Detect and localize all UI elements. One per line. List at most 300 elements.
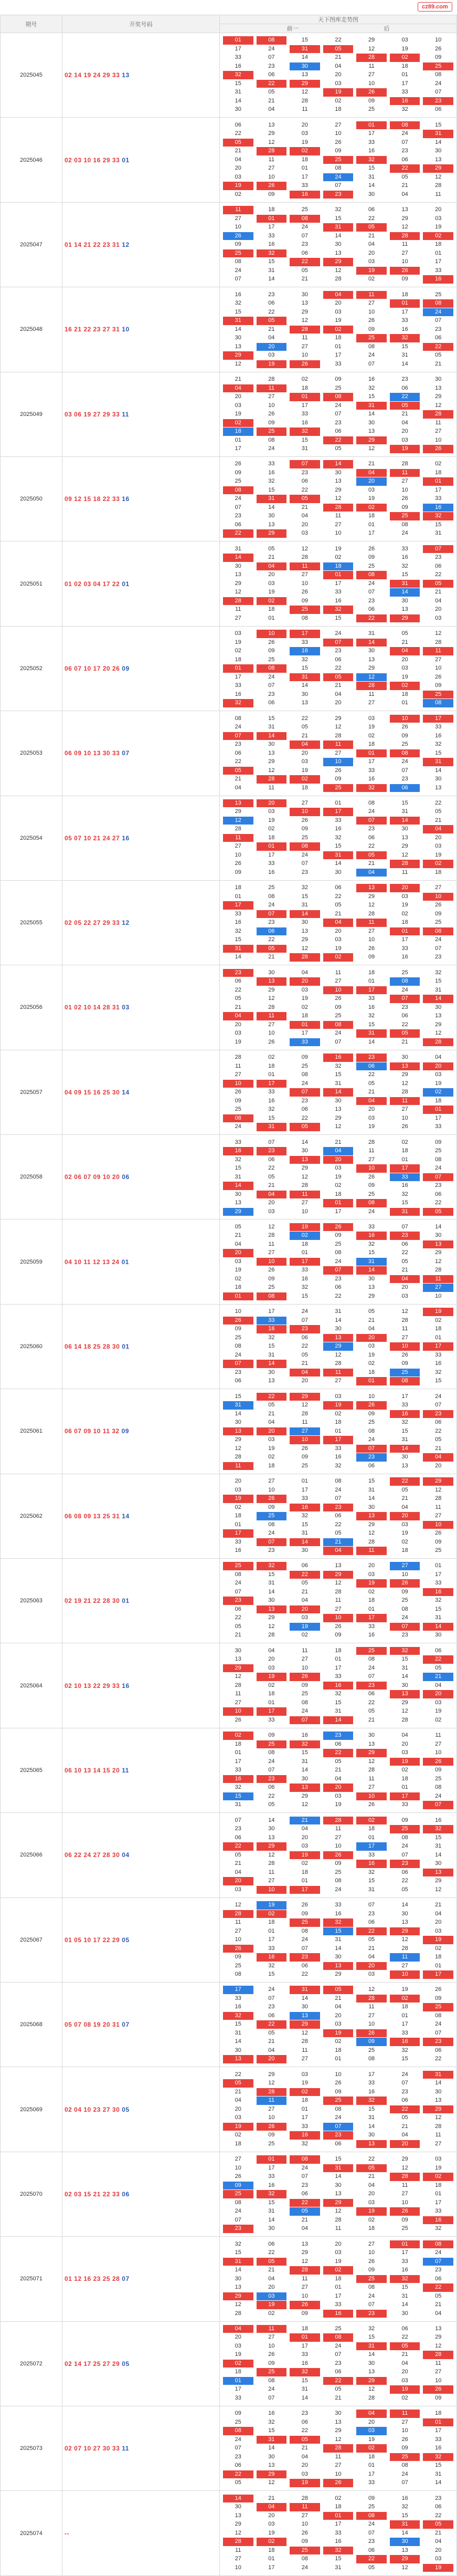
grid-cell: 05 [435, 1664, 442, 1671]
grid-cell: 32 [390, 334, 420, 342]
grid-cell: 15 [401, 2056, 408, 2062]
grid-cell: 14 [290, 910, 320, 919]
grid-cell: 26 [323, 2479, 354, 2487]
grid-cell: 33 [301, 2123, 309, 2130]
grid-cell: 28 [335, 2216, 342, 2223]
grid-cell: 25 [268, 2140, 275, 2147]
grid-cell: 15 [368, 2334, 375, 2341]
grid-cell: 15 [235, 2249, 241, 2256]
grid-cell: 30 [368, 2132, 375, 2139]
grid-cell: 16 [268, 1097, 275, 1104]
grid-cell: 22 [390, 1477, 420, 1486]
front-numbers: 06 22 24 27 28 30 [65, 1851, 120, 1859]
grid-cell: 23 [356, 1682, 387, 1690]
grid-cell: 14 [423, 995, 453, 1003]
grid-cell: 25 [435, 919, 442, 926]
grid-cell: 13 [223, 1427, 253, 1436]
grid-cell: 30 [390, 2538, 420, 2546]
grid-cell: 20 [301, 521, 309, 528]
back-number: 07 [122, 2275, 130, 2283]
grid-cell: 29 [401, 2156, 408, 2163]
grid-cell: 02 [390, 682, 420, 690]
grid-cell: 28 [257, 775, 287, 784]
grid-cell: 01 [401, 2012, 408, 2019]
grid-cell: 11 [323, 741, 354, 749]
grid-cell: 15 [401, 343, 408, 350]
grid-cell: 16 [301, 2360, 309, 2366]
grid-cell: 07 [435, 2029, 442, 2036]
grid-cell: 17 [335, 1664, 342, 1671]
grid-cell: 06 [235, 1378, 241, 1384]
grid-cell: 31 [235, 1173, 241, 1180]
grid-cell: 16 [235, 691, 241, 697]
grid-cell: 33 [390, 1173, 420, 1182]
grid-cell: 05 [335, 902, 342, 909]
grid-cell: 25 [323, 156, 354, 164]
grid-cell: 27 [335, 2462, 342, 2469]
grid-cell: 10 [435, 2377, 442, 2384]
grid-cell: 09 [368, 2267, 375, 2273]
grid-cell: 03 [301, 758, 309, 765]
grid-cell: 06 [235, 978, 241, 985]
grid-cell: 15 [268, 1571, 275, 1578]
grid-cell: 11 [335, 1826, 342, 1832]
grid-cell: 18 [335, 2047, 342, 2053]
grid-cell: 20 [368, 2191, 375, 2197]
front-numbers: 06 14 18 25 28 30 [65, 1343, 120, 1351]
grid-cell: 13 [235, 343, 241, 350]
grid-cell: 08 [268, 2377, 275, 2384]
grid-cell: 26 [257, 1495, 287, 1503]
grid-cell: 05 [390, 2342, 420, 2351]
trend-block [220, 2237, 457, 2321]
grid-cell: 32 [356, 784, 387, 792]
grid-cell: 09 [368, 97, 375, 104]
grid-cell: 04 [435, 1910, 442, 1917]
grid-cell: 04 [257, 2503, 287, 2511]
number-grid [223, 2410, 453, 2487]
grid-cell: 09 [368, 954, 375, 961]
grid-cell: 19 [401, 45, 408, 52]
grid-cell: 04 [301, 2225, 309, 2232]
grid-cell: 20 [301, 1834, 309, 1841]
grid-cell: 07 [301, 2173, 309, 2180]
grid-cell: 32 [401, 106, 408, 113]
grid-cell: 23 [223, 969, 253, 977]
grid-cell: 27 [435, 2140, 442, 2147]
grid-cell: 32 [301, 1284, 309, 1291]
grid-cell: 22 [401, 1021, 408, 1028]
grid-cell: 09 [435, 54, 442, 61]
grid-cell: 07 [423, 1173, 453, 1182]
grid-cell: 18 [435, 1097, 442, 1104]
grid-cell: 28 [356, 54, 387, 62]
grid-cell: 17 [257, 1080, 287, 1088]
grid-cell: 18 [335, 1419, 342, 1426]
front-numbers: 02 14 17 25 27 29 [65, 2360, 120, 2368]
grid-cell: 08 [301, 1071, 309, 1078]
grid-cell: 06 [335, 2140, 342, 2147]
grid-cell: 16 [368, 2088, 375, 2095]
grid-cell: 14 [335, 860, 342, 867]
grid-cell: 30 [335, 1326, 342, 1332]
grid-cell: 24 [423, 308, 453, 317]
grid-cell: 26 [401, 724, 408, 731]
grid-cell: 15 [368, 165, 375, 172]
grid-cell: 18 [335, 106, 342, 113]
grid-cell: 03 [301, 2470, 309, 2477]
grid-cell: 23 [301, 469, 309, 476]
grid-cell: 21 [368, 1317, 375, 1323]
grid-cell: 25 [368, 1419, 375, 1426]
grid-cell: 12 [401, 1080, 408, 1087]
grid-cell: 06 [368, 1919, 375, 1926]
front-numbers: 09 12 15 18 22 33 [65, 495, 120, 503]
grid-cell: 09 [401, 276, 408, 283]
issue-number: 2025061 [1, 1389, 62, 1474]
number-grid [223, 1308, 453, 1385]
grid-cell: 09 [235, 2410, 241, 2417]
front-numbers: 06 08 09 13 25 31 [65, 1512, 120, 1520]
grid-cell: 02 [301, 1860, 309, 1867]
grid-cell: 13 [268, 1834, 275, 1841]
grid-cell: 28 [268, 376, 275, 382]
grid-cell: 20 [401, 656, 408, 663]
grid-cell: 18 [301, 2097, 309, 2104]
grid-cell: 33 [301, 1267, 309, 1274]
grid-cell: 17 [435, 1571, 442, 1578]
grid-cell: 17 [368, 2470, 375, 2477]
grid-cell: 15 [268, 2199, 275, 2206]
grid-cell: 19 [368, 1351, 375, 1358]
grid-cell: 01 [257, 215, 287, 223]
grid-cell: 16 [290, 2131, 320, 2140]
grid-cell: 06 [301, 478, 309, 485]
grid-cell: 22 [268, 308, 275, 315]
grid-cell: 26 [268, 2351, 275, 2358]
grid-cell: 02 [423, 1088, 453, 1097]
grid-cell: 09 [401, 504, 408, 510]
grid-cell: 08 [368, 343, 375, 350]
grid-cell: 29 [301, 936, 309, 943]
grid-cell: 26 [290, 1673, 320, 1681]
grid-cell: 18 [401, 1775, 408, 1782]
grid-cell: 31 [335, 2564, 342, 2571]
grid-cell: 18 [301, 1013, 309, 1019]
grid-cell: 31 [435, 2470, 442, 2477]
trend-block [220, 287, 457, 372]
grid-cell: 21 [290, 1817, 320, 1825]
grid-cell: 31 [223, 317, 253, 325]
grid-cell: 01 [235, 436, 241, 443]
grid-cell: 06 [235, 521, 241, 528]
back-number: 14 [122, 1088, 130, 1096]
grid-cell: 06 [435, 2504, 442, 2510]
grid-cell: 25 [268, 884, 275, 891]
front-numbers: 03 06 19 27 29 33 [65, 410, 120, 418]
grid-cell: 30 [235, 335, 241, 341]
issue-number: 2025059 [1, 1219, 62, 1304]
grid-cell: 30 [435, 376, 442, 382]
grid-cell: 16 [390, 97, 420, 106]
table-row [1, 541, 457, 626]
grid-cell: 30 [435, 148, 442, 154]
grid-cell: 32 [401, 1191, 408, 1197]
grid-cell: 04 [235, 156, 241, 163]
grid-cell: 19 [335, 1173, 342, 1180]
grid-cell: 28 [390, 232, 420, 241]
grid-cell: 11 [235, 2547, 241, 2553]
grid-cell: 02 [401, 910, 408, 917]
grid-cell: 26 [301, 589, 309, 596]
grid-cell: 07 [235, 1588, 241, 1595]
grid-cell: 29 [323, 1571, 354, 1579]
grid-cell: 30 [435, 1632, 442, 1639]
grid-cell: 25 [235, 1334, 241, 1341]
grid-cell: 10 [268, 173, 275, 180]
issue-number: 2025050 [1, 456, 62, 541]
grid-cell: 28 [401, 1716, 408, 1723]
grid-cell: 07 [368, 2529, 375, 2536]
grid-cell: 08 [335, 2105, 342, 2112]
grid-cell: 33 [435, 1580, 442, 1587]
grid-cell: 21 [301, 2445, 309, 2452]
issue-number: 2025055 [1, 880, 62, 965]
grid-cell: 02 [368, 276, 375, 283]
grid-cell: 18 [223, 427, 253, 436]
table-row [1, 2321, 457, 2406]
grid-cell: 07 [223, 1360, 253, 1368]
grid-cell: 08 [301, 1699, 309, 1706]
grid-cell: 20 [335, 300, 342, 307]
grid-cell: 13 [435, 2325, 442, 2332]
grid-cell: 17 [235, 1758, 241, 1765]
grid-cell: 02 [223, 1732, 253, 1740]
grid-cell: 17 [335, 1208, 342, 1215]
grid-cell: 05 [301, 1351, 309, 1358]
trend-block [220, 202, 457, 287]
grid-cell: 10 [268, 2342, 275, 2349]
number-grid [223, 630, 453, 707]
number-grid [223, 1477, 453, 1555]
grid-cell: 31 [323, 223, 354, 232]
grid-cell: 23 [268, 691, 275, 697]
grid-cell: 03 [335, 2021, 342, 2028]
grid-cell: 29 [435, 2334, 442, 2341]
grid-cell: 22 [423, 2283, 453, 2292]
grid-cell: 03 [268, 580, 275, 587]
grid-cell: 21 [301, 276, 309, 283]
grid-cell: 01 [356, 1377, 387, 1385]
grid-cell: 32 [323, 1918, 354, 1927]
back-number: 16 [122, 1682, 130, 1689]
grid-cell: 28 [435, 182, 442, 189]
grid-cell: 07 [368, 360, 375, 367]
grid-cell: 25 [257, 1512, 287, 1520]
grid-cell: 32 [435, 1369, 442, 1375]
grid-cell: 16 [390, 2038, 420, 2046]
grid-cell: 03 [301, 530, 309, 537]
header-sub-front: 前一 [286, 26, 299, 32]
grid-cell: 19 [356, 2207, 387, 2216]
front-numbers: 05 07 08 19 20 31 [65, 2021, 120, 2029]
grid-cell: 13 [335, 478, 342, 485]
grid-cell: 04 [356, 469, 387, 477]
grid-cell: 09 [268, 648, 275, 654]
grid-cell: 29 [290, 80, 320, 88]
number-grid [223, 2240, 453, 2318]
grid-cell: 19 [268, 589, 275, 596]
number-grid [223, 2071, 453, 2149]
grid-cell: 16 [390, 1410, 420, 1419]
grid-cell: 14 [356, 1266, 387, 1275]
table-row [1, 1474, 457, 1558]
grid-cell: 15 [235, 80, 241, 87]
grid-cell: 16 [401, 2267, 408, 2273]
grid-cell: 09 [301, 1054, 309, 1061]
grid-cell: 05 [423, 580, 453, 588]
grid-cell: 02 [268, 2310, 275, 2317]
grid-cell: 22 [301, 715, 309, 722]
grid-cell: 29 [323, 2199, 354, 2207]
grid-cell: 15 [401, 1200, 408, 1206]
grid-cell: 33 [368, 2080, 375, 2087]
grid-cell: 02 [435, 1945, 442, 1952]
grid-cell: 14 [368, 1038, 375, 1045]
grid-cell: 29 [268, 2071, 275, 2078]
grid-cell: 17 [435, 1114, 442, 1121]
grid-cell: 25 [356, 1647, 387, 1655]
grid-cell: 21 [368, 1089, 375, 1096]
grid-cell: 03 [401, 2377, 408, 2384]
grid-cell: 07 [368, 1902, 375, 1908]
grid-cell: 25 [223, 2190, 253, 2198]
grid-cell: 25 [268, 656, 275, 663]
grid-cell: 31 [235, 1801, 241, 1808]
grid-cell: 01 [268, 1699, 275, 1706]
trend-block [220, 2321, 457, 2406]
grid-cell: 32 [268, 1334, 275, 1341]
grid-cell: 29 [356, 2377, 387, 2385]
grid-cell: 06 [368, 834, 375, 841]
grid-cell: 13 [335, 1562, 342, 1569]
grid-cell: 33 [401, 2258, 408, 2265]
grid-cell: 16 [356, 1232, 387, 1240]
grid-cell: 29 [435, 393, 442, 400]
grid-cell: 22 [257, 1393, 287, 1401]
grid-cell: 29 [290, 1393, 320, 1401]
grid-cell: 10 [401, 1571, 408, 1578]
grid-cell: 17 [356, 986, 387, 995]
grid-cell: 23 [401, 776, 408, 783]
grid-cell: 30 [401, 1454, 408, 1461]
grid-cell: 28 [335, 276, 342, 283]
grid-cell: 28 [301, 1410, 309, 1417]
grid-cell: 09 [235, 1097, 241, 1104]
grid-cell: 16 [323, 1054, 354, 1062]
grid-cell: 04 [401, 2360, 408, 2366]
front-numbers: 06 07 09 10 11 32 [65, 1427, 120, 1435]
grid-cell: 16 [323, 2310, 354, 2318]
grid-cell: 18 [401, 62, 408, 69]
grid-cell: 24 [335, 1030, 342, 1037]
grid-cell: 30 [435, 1232, 442, 1239]
grid-cell: 20 [435, 606, 442, 613]
grid-cell: 07 [368, 589, 375, 596]
issue-number: 2025045 [1, 33, 62, 118]
grid-cell: 22 [301, 1971, 309, 1978]
trend-block [220, 1474, 457, 1558]
grid-cell: 10 [368, 80, 375, 87]
grid-cell: 22 [356, 614, 387, 623]
grid-cell: 26 [235, 1089, 241, 1096]
grid-cell: 09 [301, 1454, 309, 1461]
grid-cell: 07 [368, 2301, 375, 2308]
grid-cell: 08 [356, 2512, 387, 2520]
grid-cell: 11 [302, 335, 308, 341]
grid-cell: 33 [401, 1801, 408, 1808]
grid-cell: 06 [235, 121, 241, 128]
draw-numbers [62, 456, 220, 541]
grid-cell: 23 [268, 2004, 275, 2010]
grid-cell: 05 [268, 89, 275, 96]
grid-cell: 12 [235, 2301, 241, 2308]
grid-cell: 09 [268, 1275, 275, 1282]
grid-cell: 09 [435, 1995, 442, 2001]
grid-cell: 03 [368, 1971, 375, 1978]
grid-cell: 12 [268, 1851, 275, 1858]
grid-cell: 17 [401, 936, 408, 943]
grid-cell: 30 [435, 1860, 442, 1867]
grid-cell: 18 [401, 2004, 408, 2010]
grid-cell: 33 [335, 360, 342, 367]
grid-cell: 28 [290, 953, 320, 962]
grid-cell: 24 [435, 2021, 442, 2028]
draw-numbers [62, 202, 220, 287]
grid-cell: 03 [301, 1843, 309, 1850]
grid-cell: 18 [401, 1547, 408, 1554]
grid-cell: 05 [268, 1801, 275, 1808]
grid-cell: 24 [335, 402, 342, 409]
grid-cell: 01 [435, 1962, 442, 1969]
grid-cell: 11 [390, 2410, 420, 2418]
grid-cell: 05 [235, 1223, 241, 1230]
grid-cell: 29 [390, 2555, 420, 2563]
grid-cell: 26 [356, 2029, 387, 2038]
grid-cell: 03 [435, 215, 442, 222]
grid-cell: 04 [235, 784, 241, 791]
grid-cell: 13 [390, 1062, 420, 1071]
grid-cell: 07 [335, 1038, 342, 1045]
back-number: 09 [122, 664, 130, 672]
grid-cell: 05 [401, 1258, 408, 1265]
grid-cell: 23 [401, 1632, 408, 1639]
grid-cell: 29 [268, 986, 275, 993]
grid-cell: 05 [356, 851, 387, 860]
grid-cell: 09 [301, 2538, 309, 2545]
grid-cell: 06 [335, 1284, 342, 1291]
grid-cell: 32 [301, 656, 309, 663]
grid-cell: 12 [335, 1580, 342, 1587]
grid-cell: 32 [323, 606, 354, 614]
grid-cell: 18 [435, 1954, 442, 1960]
grid-cell: 31 [390, 580, 420, 588]
grid-cell: 15 [368, 2105, 375, 2112]
grid-cell: 03 [356, 2427, 387, 2435]
grid-cell: 16 [335, 1910, 342, 1917]
grid-cell: 01 [356, 121, 387, 130]
table-row [1, 1643, 457, 1728]
